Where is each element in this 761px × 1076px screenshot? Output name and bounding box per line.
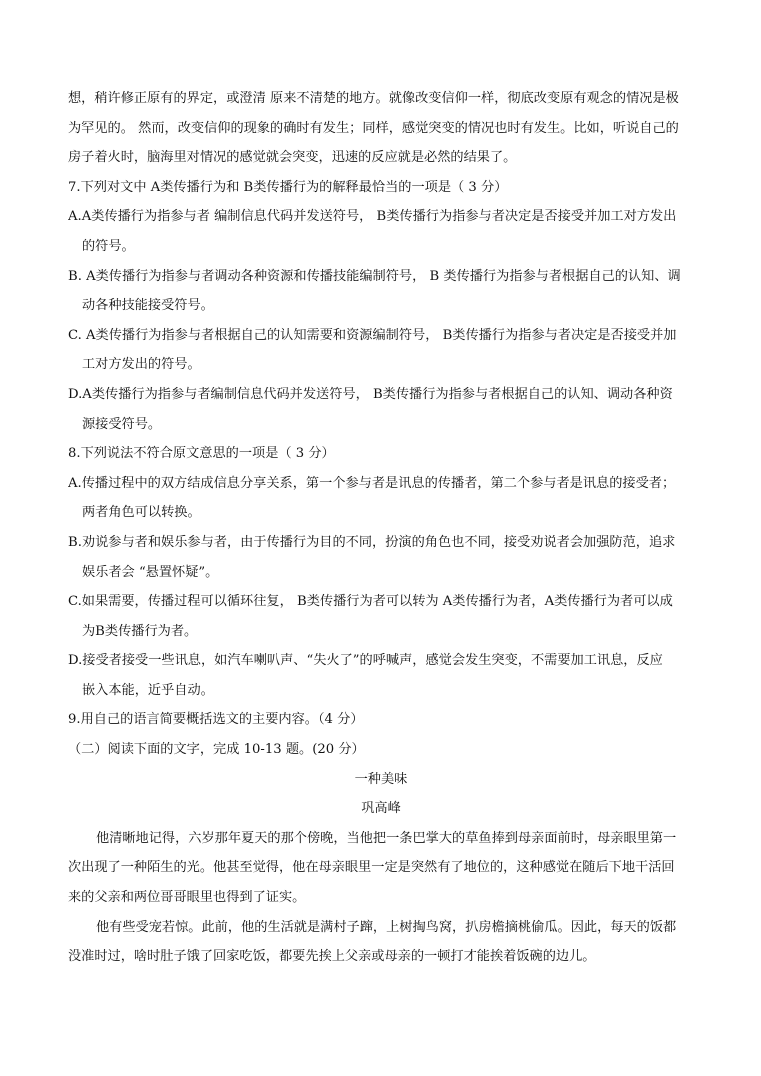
text-line: B.劝说参与者和娱乐参与者，由于传播行为目的不同，扮演的角色也不同，接受劝说者会加强防范，追求 (68, 534, 676, 550)
text-line: 7.下列对文中 A类传播行为和 B类传播行为的解释最恰当的一项是（ 3 分） (68, 179, 508, 195)
text-line: 嵌入本能，近乎自动。 (82, 682, 214, 698)
text-line: 想，稍许修正原有的界定，或澄清 原来不清楚的地方。就像改变信仰一样，彻底改变原有观念的情况是极 (68, 91, 679, 106)
text-line: B. A类传播行为指参与者调动各种资源和传播技能编制符号， B 类传播行为指参与者根据自己的认知、调 (68, 268, 681, 284)
text-line: D.A类传播行为指参与者编制信息代码并发送符号， B类传播行为指参与者根据自己的认知、调动各种资 (68, 386, 673, 402)
centered-heading-line: 巩高峰 (361, 801, 401, 817)
text-line: 他清晰地记得，六岁那年夏天的那个傍晚，当他把一条巴掌大的草鱼捧到母亲面前时，母亲眼里第一 (96, 830, 677, 846)
text-line: D.接受者接受一些讯息，如汽车喇叭声、“失火了”的呼喊声，感觉会发生突变，不需要加工讯息，反应 (68, 653, 663, 669)
text-line: 源接受符号。 (82, 416, 162, 432)
text-line: 工对方发出的符号。 (82, 357, 201, 373)
text-line: （二）阅读下面的文字，完成 10-13 题。(20 分） (68, 742, 365, 758)
document-page (68, 84, 694, 972)
text-line: 9.用自己的语言简要概括选文的主要内容。（4 分） (68, 712, 364, 728)
text-line: 来的父亲和两位哥哥眼里也得到了证实。 (68, 890, 306, 906)
text-line: C. A类传播行为指参与者根据自己的认知需要和资源编制符号， B类传播行为指参与者决定是否接受并加 (68, 327, 677, 343)
text-line: 为B类传播行为者。 (82, 623, 198, 639)
text-line: 的符号。 (82, 238, 135, 254)
text-line: A.A类传播行为指参与者 编制信息代码并发送符号， B类传播行为指参与者决定是否接受并加工对方发出 (68, 209, 677, 225)
text-line: 娱乐者会 “悬置怀疑”。 (82, 564, 219, 580)
text-line: 没准时过，啥时肚子饿了回家吃饭，都要先挨上父亲或母亲的一顿打才能挨着饭碗的边儿。 (68, 949, 596, 965)
text-line: 8.下列说法不符合原文意思的一项是（ 3 分） (68, 446, 335, 462)
text-line: 两者角色可以转换。 (82, 505, 201, 521)
text-line: A.传播过程中的双方结成信息分享关系，第一个参与者是讯息的传播者，第二个参与者是讯息的接受者； (68, 475, 676, 491)
text-line: C.如果需要，传播过程可以循环往复， B类传播行为者可以转为 A类传播行为者，A类传播行为者可以成 (68, 594, 673, 610)
text-line: 他有些受宠若惊。此前，他的生活就是满村子蹿，上树掏鸟窝，扒房檐摘桃偷瓜。因此，每天的饭都 (96, 919, 677, 935)
text-line: 为罕见的。 然而，改变信仰的现象的确时有发生；同样，感觉突变的情况也时有发生。比如，听说自己的 (68, 120, 679, 136)
text-line: 次出现了一种陌生的光。他甚至觉得，他在母亲眼里一定是突然有了地位的，这种感觉在随后下地干活回 (68, 860, 675, 876)
text-line: 动各种技能接受符号。 (82, 298, 214, 314)
text-line: 房子着火时，脑海里对情况的感觉就会突变，迅速的反应就是必然的结果了。 (68, 150, 517, 166)
centered-heading-line: 一种美味 (354, 771, 408, 787)
